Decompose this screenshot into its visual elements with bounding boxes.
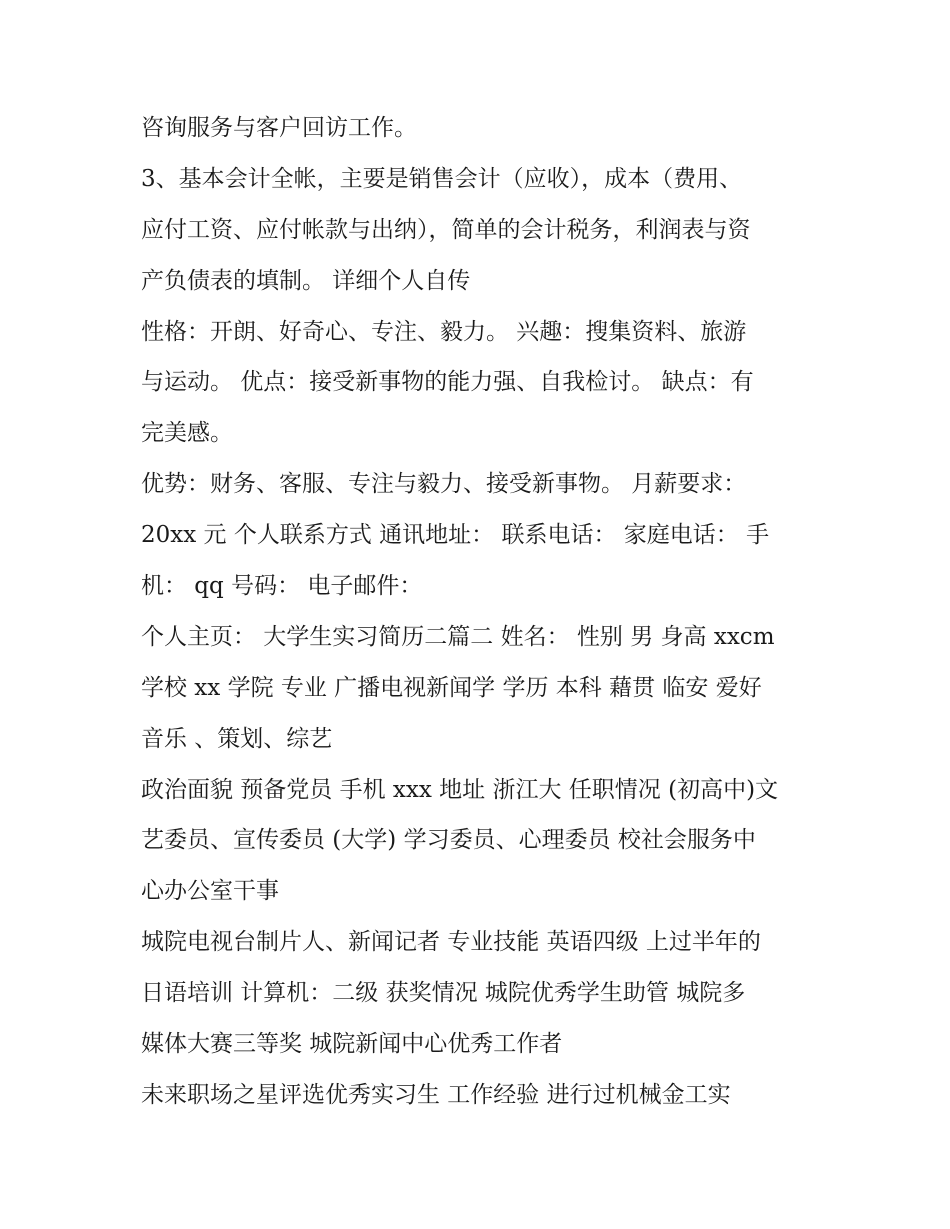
text-line: 日语培训 计算机：二级 获奖情况 城院优秀学生助管 城院多: [141, 980, 746, 1007]
text-line: 个人主页： 大学生实习简历二篇二 姓名： 性别 男 身高 xxcm: [141, 623, 775, 650]
text-line: 完美感。: [141, 420, 233, 447]
text-line: 机： qq 号码： 电子邮件：: [141, 573, 423, 600]
text-line: 未来职场之星评选优秀实习生 工作经验 进行过机械金工实: [141, 1081, 731, 1108]
text-line: 应付工资、应付帐款与出纳），简单的会计税务，利润表与资: [141, 216, 751, 243]
text-line: 20xx 元 个人联系方式 通讯地址： 联系电话： 家庭电话： 手: [141, 522, 770, 549]
text-line: 艺委员、宣传委员 (大学) 学习委员、心理委员 校社会服务中: [141, 827, 756, 854]
text-line: 咨询服务与客户回访工作。: [141, 115, 417, 141]
document-body: [141, 103, 821, 1121]
text-line: 与运动。 优点：接受新事物的能力强、自我检讨。 缺点：有: [141, 369, 754, 396]
text-line: 3、基本会计全帐，主要是销售会计（应收），成本（费用、: [141, 165, 743, 192]
text-line: 学校 xx 学院 专业 广播电视新闻学 学历 本科 藉贯 临安 爱好: [141, 674, 762, 701]
text-line: 城院电视台制片人、新闻记者 专业技能 英语四级 上过半年的: [141, 929, 761, 956]
text-line: 音乐 、策划、综艺: [141, 725, 333, 752]
text-line: 优势：财务、客服、专注与毅力、接受新事物。 月薪要求：: [141, 471, 747, 498]
text-line: 性格：开朗、好奇心、专注、毅力。 兴趣：搜集资料、旅游: [141, 318, 747, 345]
text-line: 心办公室干事: [141, 878, 279, 905]
text-line: 媒体大赛三等奖 城院新闻中心优秀工作者: [141, 1031, 563, 1058]
text-line: 政治面貌 预备党员 手机 xxx 地址 浙江大 任职情况 (初高中)文: [141, 776, 779, 803]
text-line: 产负债表的填制。 详细个人自传: [141, 267, 471, 294]
